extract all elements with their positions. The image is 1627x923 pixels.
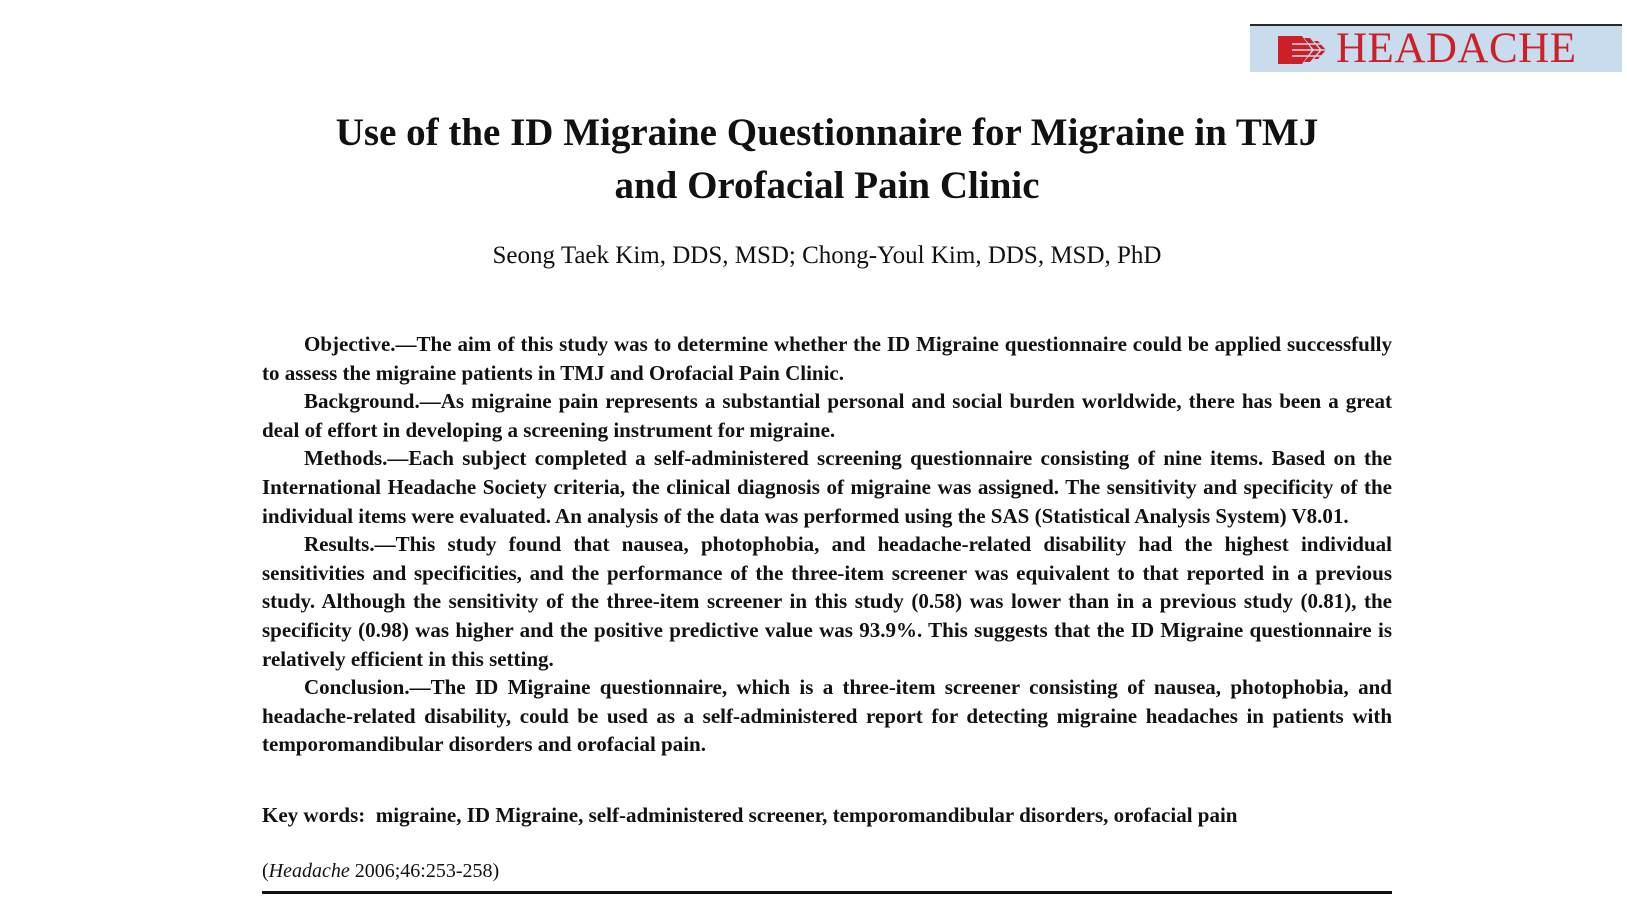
author-list: Seong Taek Kim, DDS, MSD; Chong-Youl Kim, DDS, MSD, PhD [492, 242, 1162, 269]
citation-open: ( [262, 860, 269, 882]
journal-logo [1250, 24, 1622, 72]
journal-logo-text: HEADACHE [1336, 25, 1577, 72]
abstract [262, 330, 1392, 759]
abstract-results: Results.—This study found that nausea, photophobia, and headache-related disability had the highest individual sensitivities and specificities, and the performance of the three-item screener was equivalent to that reported in a previous study. Although the sensitivity of the three-item screener in this study (0.58) was lower than in a previous study (0.81), the specificity (0.98) was higher and the positive predictive value was 93.9%. This suggests that the ID Migraine questionnaire is relatively efficient in this setting. [262, 532, 1392, 671]
abstract-methods: Methods.—Each subject completed a self-administered screening questionnaire consisting of nine items. Based on the International Headache Society criteria, the clinical diagnosis of migraine was assigned. The sensitivity and specificity of the individual items were evaluated. An analysis of the data was performed using the SAS (Statistical Analysis System) V8.01. [262, 446, 1392, 528]
headache-logo-icon [1278, 32, 1334, 68]
title-line-2: and Orofacial Pain Clinic [614, 164, 1040, 207]
article-title [262, 106, 1392, 212]
keywords-label: Key words: [262, 803, 366, 827]
citation-details: 2006;46:253-258) [349, 860, 500, 882]
abstract-background: Background.—As migraine pain represents a substantial personal and social burden worldwide, there has been a great deal of effort in developing a screening instrument for migraine. [262, 389, 1392, 442]
keywords [262, 801, 1392, 829]
title-line-1: Use of the ID Migraine Questionnaire for Migraine in TMJ [335, 111, 1319, 154]
citation-journal: Headache [268, 860, 350, 882]
divider-rule [262, 891, 1392, 894]
keywords-text: migraine, ID Migraine, self-administered screener, temporomandibular disorders, orofacial pain [375, 803, 1238, 827]
citation [262, 858, 1392, 884]
abstract-conclusion: Conclusion.—The ID Migraine questionnaire, which is a three-item screener consisting of nausea, photophobia, and headache-related disability, could be used as a self-administered report for detecting migraine headaches in patients with temporomandibular disorders and orofacial pain. [262, 675, 1392, 757]
abstract-objective: Objective.—The aim of this study was to determine whether the ID Migraine questionnaire could be applied successfully to assess the migraine patients in TMJ and Orofacial Pain Clinic. [262, 332, 1392, 385]
